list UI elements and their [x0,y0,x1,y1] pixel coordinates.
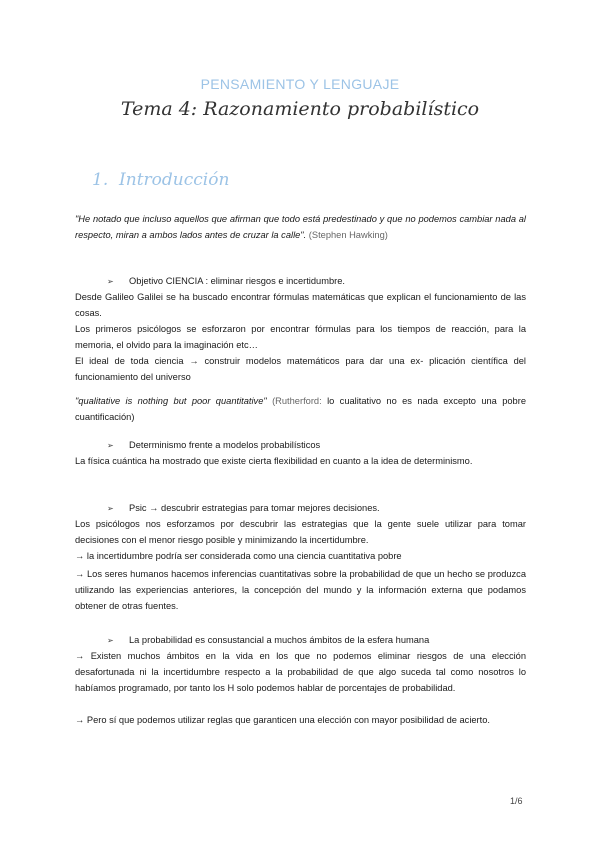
page-title: Tema 4: Razonamiento probabilístico [120,98,480,120]
paragraph: Los primeros psicólogos se esforzaron por encontrar fórmulas para los tiempos de reacción, para la memoria, el olvido para la imaginación etc… [75,324,526,350]
bullet-item [75,273,558,290]
quote-text: "He notado que incluso aquellos que afirman que todo está predestinado y que no podemos cambiar nada al respecto, miran a ambos lados antes de cruzar la calle". [75,214,526,240]
paragraph: La física cuántica ha mostrado que existe cierta flexibilidad en cuanto a la idea de determinismo. [75,456,473,466]
paragraph: El ideal de toda ciencia → construir modelos matemáticos para dar una ex- plicación científica del funcionamiento del universo [75,356,526,382]
quote-author: (Stephen Hawking) [308,230,388,240]
paragraph: Desde Galileo Galilei se ha buscado encontrar fórmulas matemáticas que explican el funcionamiento de las cosas. [75,292,526,318]
paragraph: → Pero sí que podemos utilizar reglas que garanticen una elección con mayor posibilidad de acierto. [75,715,490,725]
bullet-text: Psic → descubrir estrategias para tomar mejores decisiones. [129,503,380,513]
arrowhead-bullet-icon: ➢ [107,441,114,450]
quote-translation: lo cualitativo no es nada excepto una pobre cuantificación) [75,396,526,422]
bullet-text: Objetivo CIENCIA : eliminar riesgos e incertidumbre. [129,276,345,286]
bullet-item [75,632,558,649]
paragraph: Los psicólogos nos esforzamos por descubrir las estrategias que la gente suele utilizar para tomar decisiones con el menor riesgo posible y minimizando la incertidumbre. [75,519,526,545]
subject-header: PENSAMIENTO Y LENGUAJE [200,76,400,92]
quote-text: "qualitative is nothing but poor quantitative" [75,396,267,406]
paragraph: → Los seres humanos hacemos inferencias cuantitativas sobre la probabilidad de que un hecho se produzca utilizando las experiencias anteriores, la concepción del mundo y la información externa que podamos obtener de otras fuentes. [75,569,526,611]
arrowhead-bullet-icon: ➢ [107,636,114,645]
section-title: Introducción [119,170,230,190]
bullet-item [75,500,558,517]
section-heading [92,170,229,190]
bullet-item [75,437,558,454]
arrowhead-bullet-icon: ➢ [107,504,114,513]
bullet-text: La probabilidad es consustancial a muchos ámbitos de la esfera humana [129,635,430,645]
quote-author: (Rutherford: [272,396,322,406]
paragraph: → Existen muchos ámbitos en la vida en los que no podemos eliminar riesgos de una elección desafortunada ni la incertidumbre respecto a la probabilidad de que algo suceda tal como nosotros lo habíamos programado, por tanto los H solo podemos hablar de porcentajes de probabilidad. [75,651,526,693]
paragraph: → la incertidumbre podría ser considerada como una ciencia cuantitativa pobre [75,551,402,561]
bullet-text: Determinismo frente a modelos probabilísticos [129,440,321,450]
section-number: 1. [92,170,109,190]
hawking-quote [75,211,526,243]
arrowhead-bullet-icon: ➢ [107,277,114,286]
rutherford-quote [75,393,526,425]
page-number: 1/6 [510,796,523,806]
